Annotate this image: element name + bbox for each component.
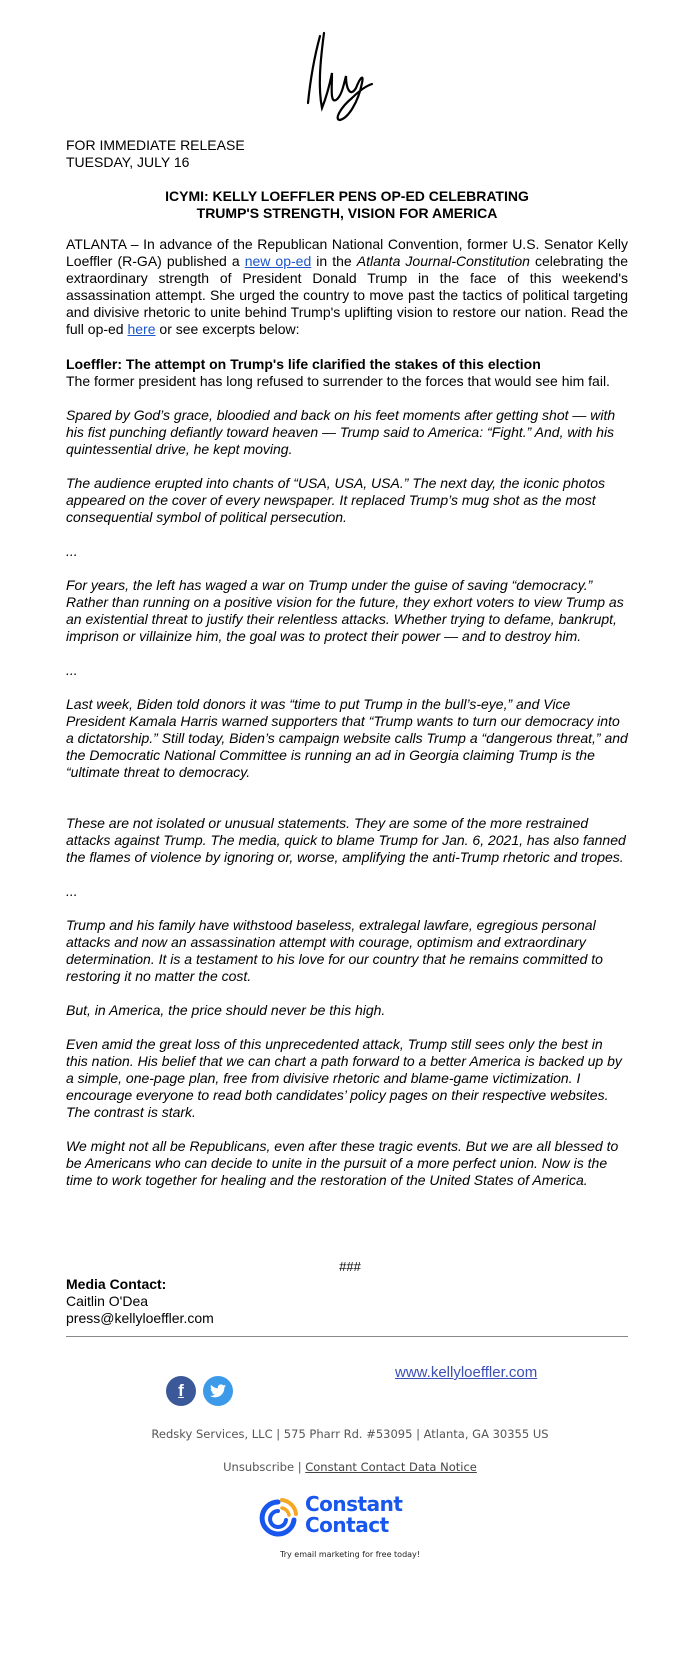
unsubscribe-link[interactable]: Unsubscribe <box>223 1460 295 1474</box>
release-label: FOR IMMEDIATE RELEASE <box>66 137 245 153</box>
excerpt-paragraph: Spared by God’s grace, bloodied and back on his feet moments after getting shot — with his fist punching defiantly toward heaven — Trump said to America: “Fight.” And, with his quintessential drive, he kept moving. <box>66 407 616 457</box>
title-line-1: ICYMI: KELLY LOEFFLER PENS OP-ED CELEBRATING <box>165 188 529 204</box>
twitter-icon[interactable] <box>203 1376 233 1406</box>
data-notice-link[interactable]: Constant Contact Data Notice <box>305 1460 477 1474</box>
excerpt-ellipsis: ... <box>66 662 78 678</box>
excerpt-paragraph: Trump and his family have withstood baseless, extralegal lawfare, egregious personal attacks and now an assassination attempt with courage, optimism and extraordinary determination. It is a testament to his love for our country that he remains committed to restoring it no matter the cost. <box>66 917 603 984</box>
signature-logo <box>300 28 380 123</box>
website-link[interactable]: www.kellyloeffler.com <box>395 1364 538 1381</box>
new-op-ed-link[interactable]: new op-ed <box>244 253 312 269</box>
press-release-title <box>66 188 628 222</box>
excerpt-paragraph: Even amid the great loss of this unprecedented attack, Trump still sees only the best in this nation. His belief that we can chart a path forward to a better America is backed up by a simple, one-page plan, free from divisive rhetoric and blame-game victimization. I encourage everyone to read both candidates’ policy pages on their respective websites. The contrast is stark. <box>66 1036 622 1120</box>
op-ed-subhead: The former president has long refused to surrender to the forces that would see him fail. <box>66 373 610 389</box>
excerpt-paragraph: Last week, Biden told donors it was “time to put Trump in the bull’s-eye,” and Vice President Kamala Harris warned supporters that “Trump wants to turn our democracy into a dictatorship.” Still today, Biden’s campaign website calls Trump a “dangerous threat,” and the Democratic National Committee is running an ad in Georgia claiming Trump is the “ultimate threat to democracy. <box>66 696 628 780</box>
release-header <box>66 137 628 171</box>
intro-text: in the <box>311 253 357 269</box>
op-ed-headline: Loeffler: The attempt on Trump's life clarified the stakes of this election <box>66 356 541 372</box>
publication-name: Atlanta Journal-Constitution <box>356 253 530 269</box>
brand-name-line-2: Contact <box>305 1513 389 1537</box>
excerpt-paragraph: But, in America, the price should never be this high. <box>66 1002 386 1018</box>
excerpt-paragraph: The audience erupted into chants of “USA, USA, USA.” The next day, the iconic photos appeared on the cover of every newspaper. It replaced Trump’s mug shot as the most consequential symbol of political persecution. <box>66 475 606 525</box>
sender-address: Redsky Services, LLC | 575 Pharr Rd. #53095 | Atlanta, GA 30355 US <box>151 1427 549 1441</box>
footer-divider <box>66 1336 628 1337</box>
intro-text: celebrating the extraordinary strength of President Donald Trump in the face of this weekend's assassination attempt. She urged the country to move past the tactics of political targeting and divisive rhetoric to unite behind Trump's uplifting vision to restore our nation. Read the full op-ed <box>66 253 628 337</box>
media-contact <box>66 1276 628 1327</box>
media-contact-label: Media Contact: <box>66 1276 167 1292</box>
brand-tagline: Try email marketing for free today! <box>280 1550 420 1559</box>
intro-paragraph <box>66 236 628 338</box>
contact-email: press@kellyloeffler.com <box>66 1310 214 1326</box>
intro-text: or see excerpts below: <box>155 321 300 337</box>
op-ed-excerpts <box>66 356 628 1206</box>
facebook-icon[interactable]: f <box>166 1376 196 1406</box>
footer-links <box>0 1459 700 1476</box>
excerpt-ellipsis: ... <box>66 543 78 559</box>
constant-contact-icon <box>256 1496 300 1540</box>
title-line-2: TRUMP'S STRENGTH, VISION FOR AMERICA <box>196 205 498 221</box>
contact-name: Caitlin O'Dea <box>66 1293 149 1309</box>
excerpt-paragraph: These are not isolated or unusual statements. They are some of the more restrained attacks against Trump. The media, quick to blame Trump for Jan. 6, 2021, has also fanned the flames of violence by ignoring or, worse, amplifying the anti-Trump rhetoric and tropes. <box>66 815 626 865</box>
excerpt-paragraph: For years, the left has waged a war on Trump under the guise of saving “democracy.” Rather than running on a positive vision for the future, they exhort voters to view Trump as an existential threat to justify their relentless attacks. Whether trying to defame, bankrupt, imprison or villainize him, the goal was to protect their power — and to destroy him. <box>66 577 624 644</box>
intro-text: ATLANTA – In advance of the Republican National Convention, former U.S. Senator Kelly Loeffler (R-GA) published a <box>66 236 628 269</box>
here-link[interactable]: here <box>127 321 156 337</box>
brand-name-line-1: Constant <box>305 1492 403 1516</box>
excerpt-ellipsis: ... <box>66 883 78 899</box>
constant-contact-logo[interactable] <box>256 1494 456 1544</box>
excerpt-paragraph: We might not all be Republicans, even after these tragic events. But we are all blessed to be Americans who can decide to unite in the pursuit of a more perfect union. Now is the time to work together for healing and the restoration of the United States of America. <box>66 1138 619 1188</box>
separator: | <box>294 1460 306 1474</box>
release-date: TUESDAY, JULY 16 <box>66 154 190 170</box>
end-mark: ### <box>339 1259 361 1274</box>
